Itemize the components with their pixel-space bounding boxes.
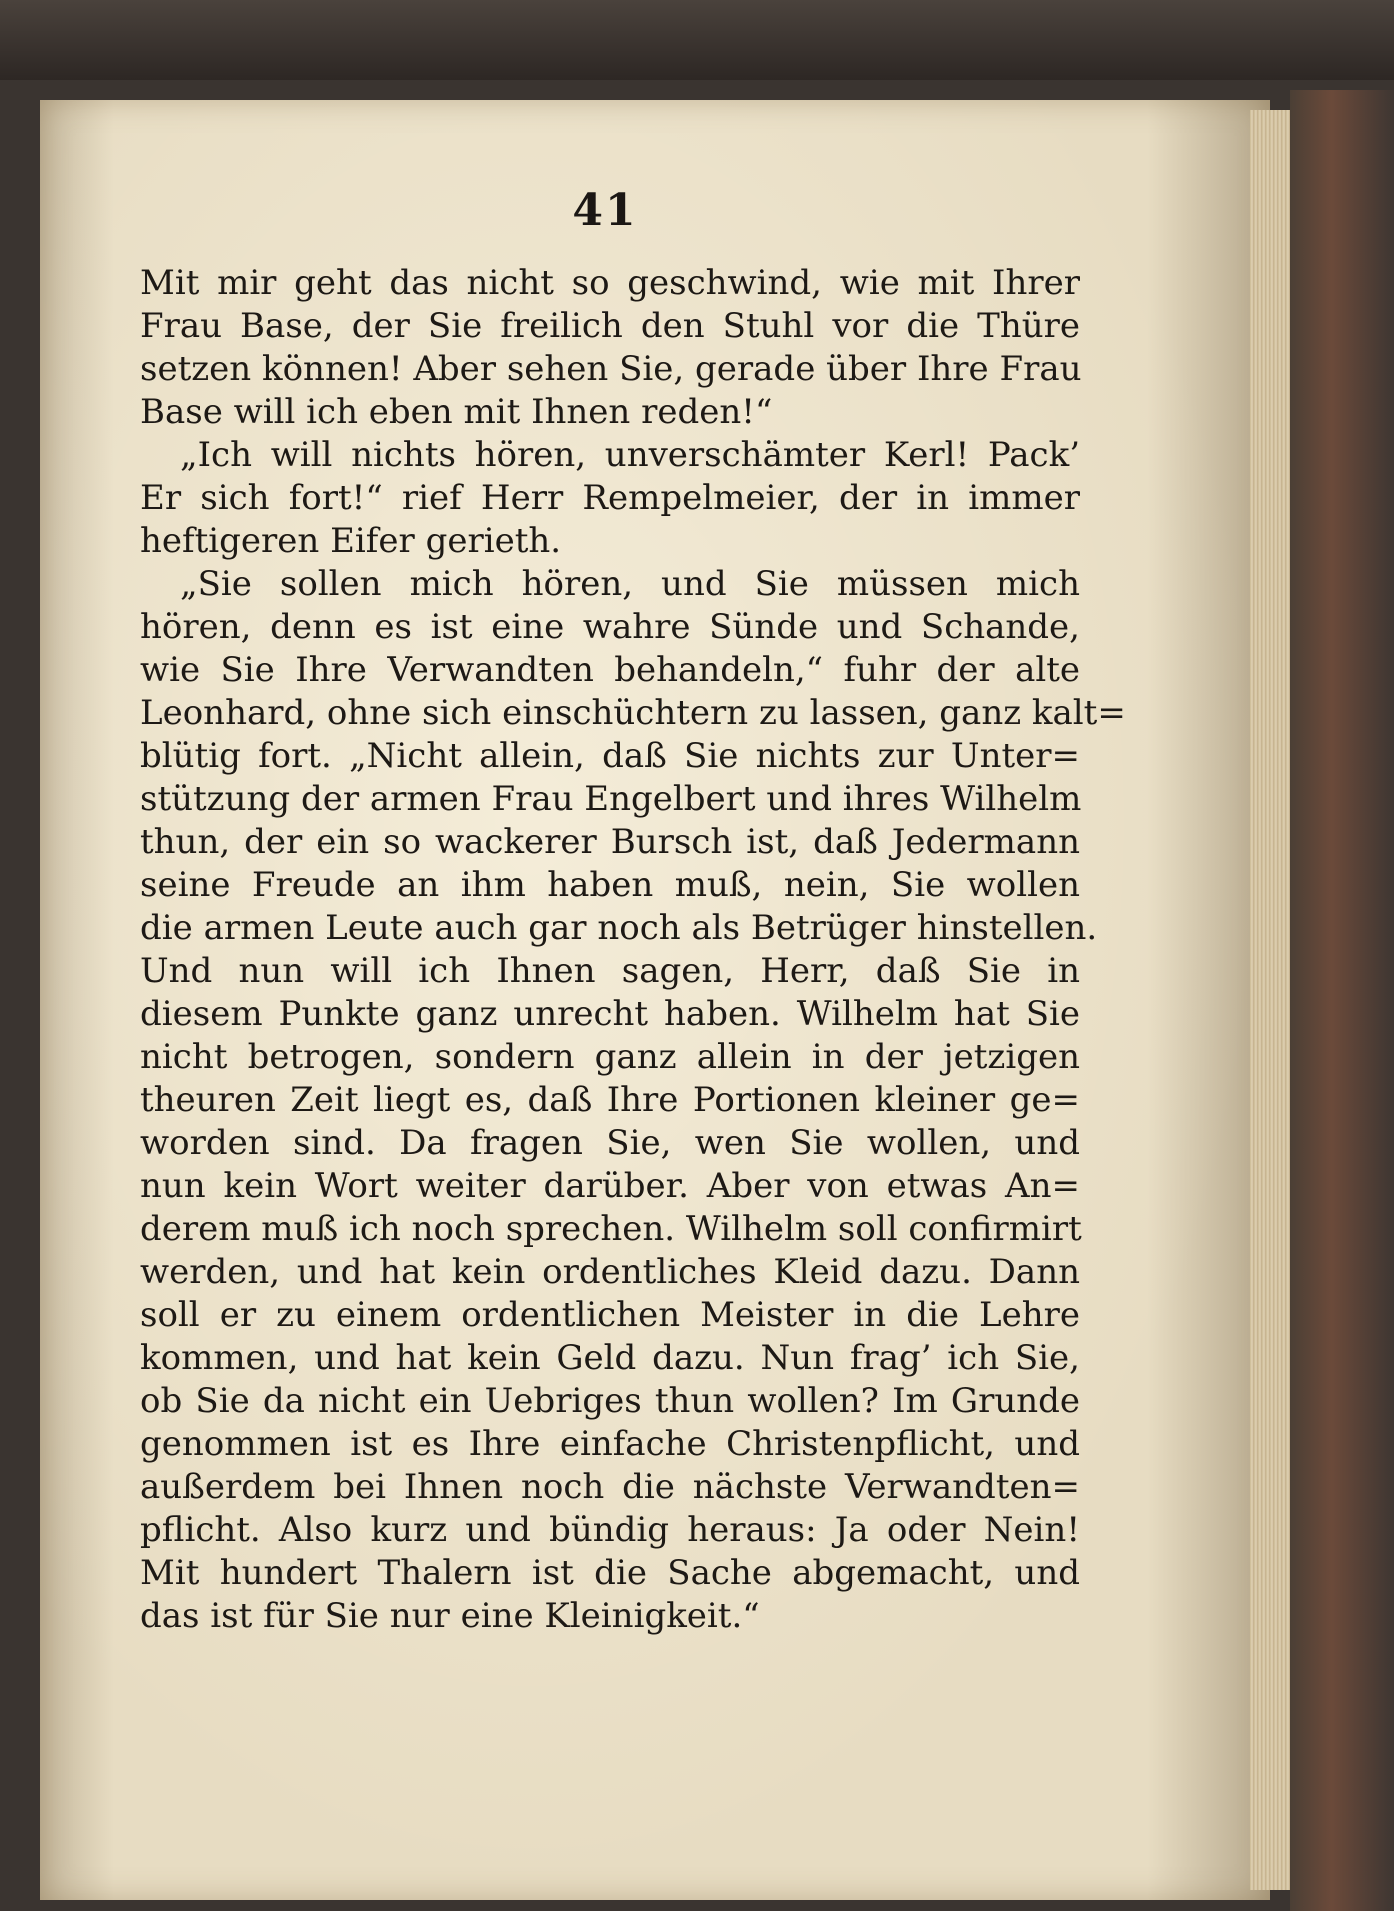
text-line: worden sind. Da fragen Sie, wen Sie wollen, und xyxy=(140,1123,1080,1163)
text-line: kommen, und hat kein Geld dazu. Nun frag’ ich Sie, xyxy=(140,1338,1080,1378)
text-line: wie Sie Ihre Verwandten behandeln,“ fuhr der alte xyxy=(140,650,1080,690)
text-line: „Sie sollen mich hören, und Sie müssen mich xyxy=(180,564,1080,604)
text-line: derem muß ich noch sprechen. Wilhelm soll confirmirt xyxy=(140,1209,1082,1249)
text-line: hören, denn es ist eine wahre Sünde und Schande, xyxy=(140,607,1080,647)
text-line: nun kein Wort weiter darüber. Aber von etwas An= xyxy=(140,1166,1080,1206)
text-line: Leonhard, ohne sich einschüchtern zu lassen, ganz kalt= xyxy=(140,693,1126,733)
text-line: Mit hundert Thalern ist die Sache abgemacht, und xyxy=(140,1553,1080,1593)
book-cover-top xyxy=(0,0,1394,80)
book-spine-edge xyxy=(1290,90,1394,1911)
text-line: Und nun will ich Ihnen sagen, Herr, daß Sie in xyxy=(140,951,1080,991)
text-line: diesem Punkte ganz unrecht haben. Wilhelm hat Sie xyxy=(140,994,1080,1034)
text-line: nicht betrogen, sondern ganz allein in der jetzigen xyxy=(140,1037,1080,1077)
text-line: die armen Leute auch gar noch als Betrüger hinstellen. xyxy=(140,908,1098,948)
text-line: soll er zu einem ordentlichen Meister in die Lehre xyxy=(140,1295,1080,1335)
text-line: genommen ist es Ihre einfache Christenpflicht, und xyxy=(140,1424,1080,1464)
text-line: stützung der armen Frau Engelbert und ihres Wilhelm xyxy=(140,779,1082,819)
text-line: Er sich fort!“ rief Herr Rempelmeier, der in immer xyxy=(140,478,1080,518)
text-line: seine Freude an ihm haben muß, nein, Sie wollen xyxy=(140,865,1080,905)
text-line: heftigeren Eifer gerieth. xyxy=(140,521,562,561)
text-line: „Ich will nichts hören, unverschämter Kerl! Pack’ xyxy=(180,435,1080,475)
body-text xyxy=(140,262,1126,1638)
text-line: theuren Zeit liegt es, daß Ihre Portionen kleiner ge= xyxy=(140,1080,1080,1120)
page-edges xyxy=(1250,110,1290,1890)
text-line: außerdem bei Ihnen noch die nächste Verwandten= xyxy=(140,1467,1080,1507)
text-line: werden, und hat kein ordentliches Kleid dazu. Dann xyxy=(140,1252,1080,1292)
page-number: 41 xyxy=(572,185,638,236)
text-line: Mit mir geht das nicht so geschwind, wie mit Ihrer xyxy=(140,263,1080,303)
text-line: das ist für Sie nur eine Kleinigkeit.“ xyxy=(140,1596,760,1636)
text-line: blütig fort. „Nicht allein, daß Sie nichts zur Unter= xyxy=(140,736,1080,776)
text-line: thun, der ein so wackerer Bursch ist, daß Jedermann xyxy=(140,822,1080,862)
text-line: setzen können! Aber sehen Sie, gerade über Ihre Frau xyxy=(140,349,1082,389)
text-line: pflicht. Also kurz und bündig heraus: Ja oder Nein! xyxy=(140,1510,1080,1550)
text-line: Base will ich eben mit Ihnen reden!“ xyxy=(140,392,773,432)
text-line: Frau Base, der Sie freilich den Stuhl vor die Thüre xyxy=(140,306,1080,346)
text-line: ob Sie da nicht ein Uebriges thun wollen? Im Grunde xyxy=(140,1381,1080,1421)
